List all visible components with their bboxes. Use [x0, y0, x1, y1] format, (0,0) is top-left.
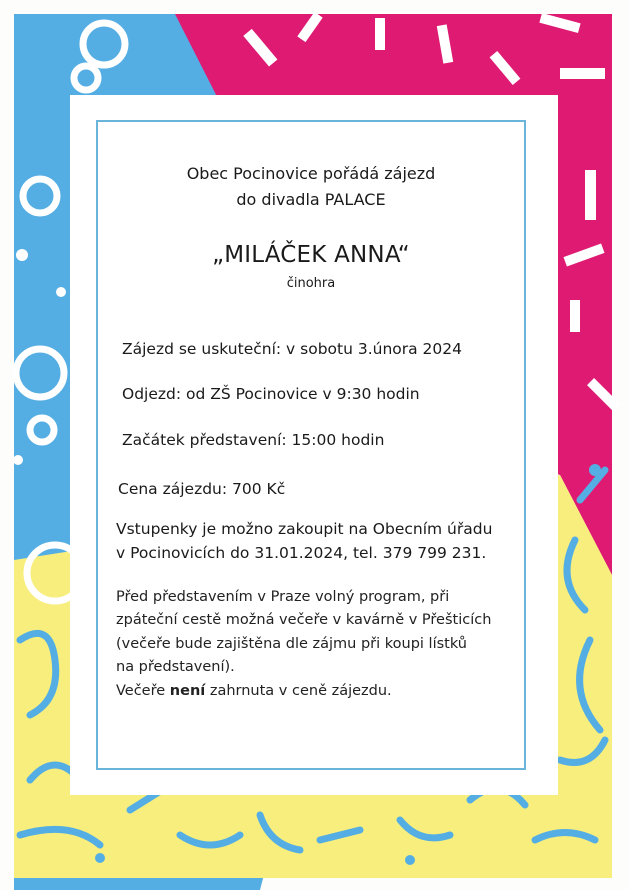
trip-date: Zájezd se uskuteční: v sobotu 3.února 2024 [122, 340, 463, 358]
tickets-line-1: Vstupenky je možno zakoupit na Obecním úřadu [116, 520, 493, 538]
note-line-1: Před představením v Praze volný program, při [116, 589, 450, 605]
tickets-line-2: v Pocinovicích do 31.01.2024, tel. 379 799 231. [116, 544, 487, 562]
note-line-2: zpáteční cestě možná večeře v kavárně v Přešticích [116, 612, 492, 628]
note-line-5 [116, 683, 392, 699]
show-start: Začátek představení: 15:00 hodin [122, 431, 385, 449]
note-line-3: (večeře bude zajištěna dle zájmu při koupi lístků [116, 636, 467, 652]
header-line-2: do divadla PALACE [236, 190, 386, 209]
note-line-4: na představení). [116, 659, 235, 675]
note-line-5-start: Večeře [116, 683, 170, 699]
departure-info: Odjezd: od ZŠ Pocinovice v 9:30 hodin [122, 385, 420, 403]
trip-price: Cena zájezdu: 700 Kč [118, 480, 286, 498]
note-line-5-bold: není [169, 683, 206, 699]
show-title: „MILÁČEK ANNA“ [212, 242, 410, 268]
show-genre: činohra [286, 276, 336, 291]
header-line-1: Obec Pocinovice pořádá zájezd [186, 164, 436, 183]
note-line-5-end: zahrnuta v ceně zájezdu. [205, 683, 392, 699]
